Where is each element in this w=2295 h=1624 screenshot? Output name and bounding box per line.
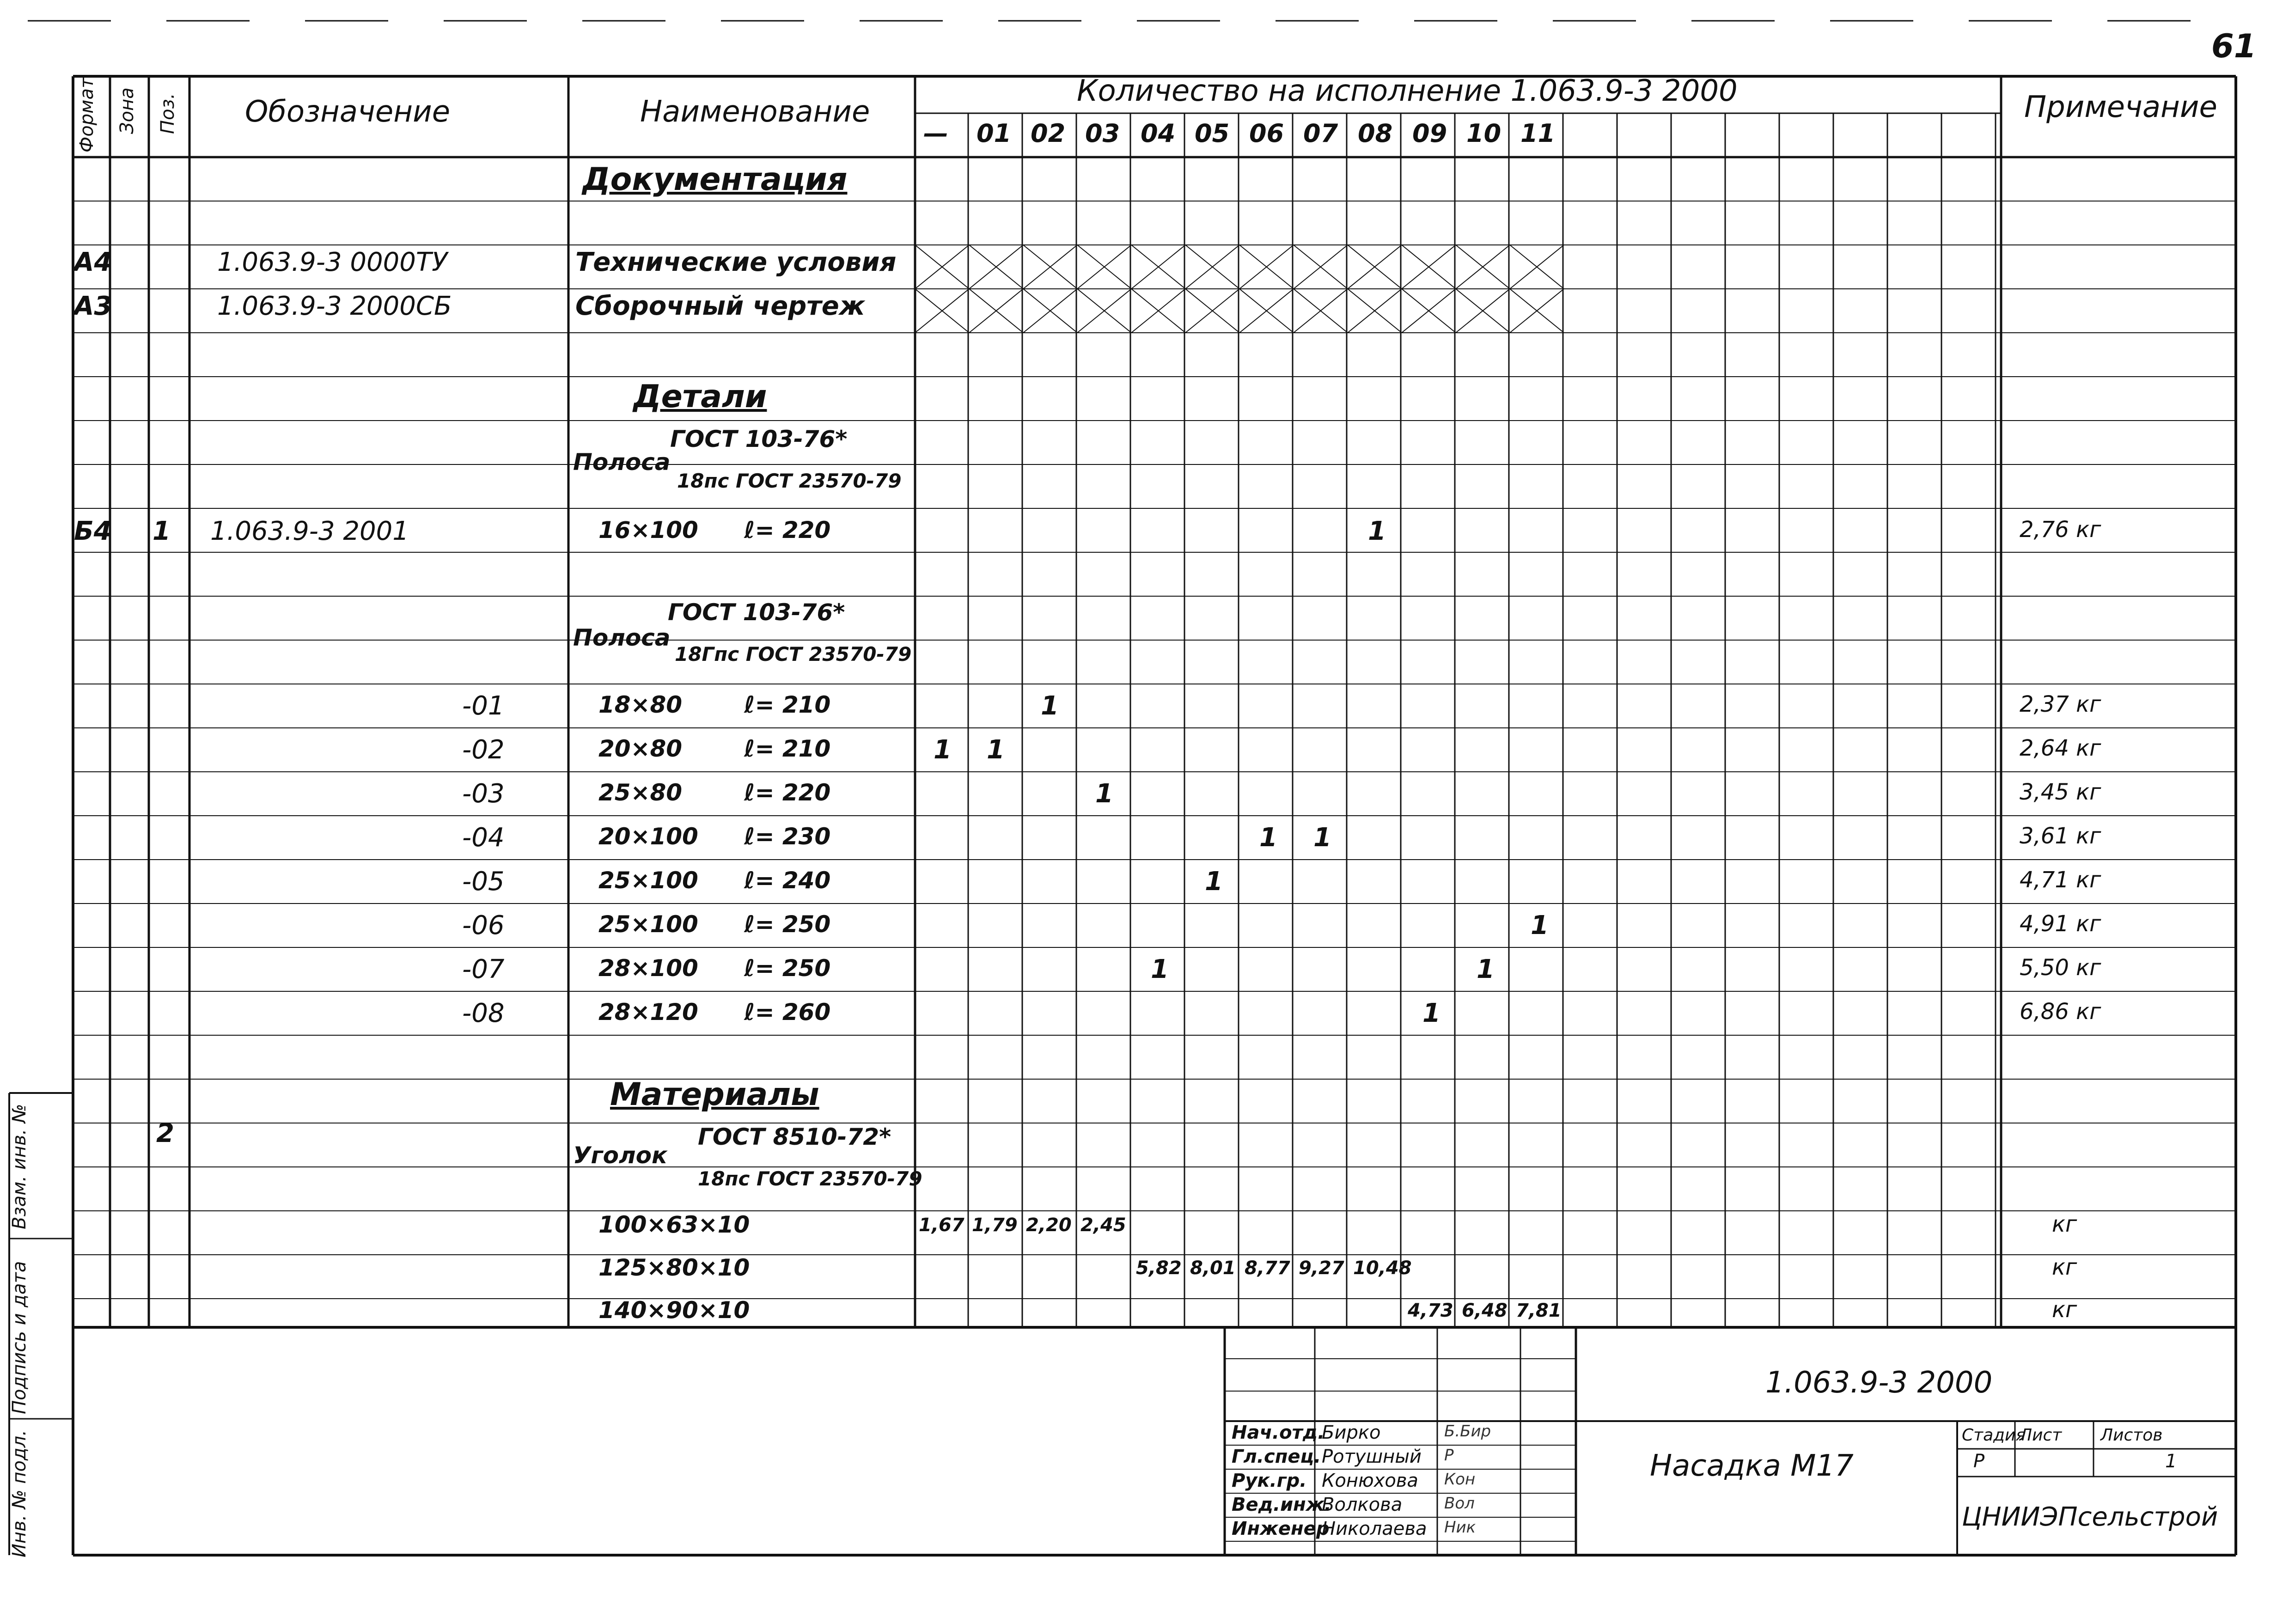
angle-size: 140×90×10 xyxy=(598,1297,750,1324)
part-qty: 1 xyxy=(1313,823,1331,853)
part-length: ℓ= 210 xyxy=(744,691,831,718)
signer-name: Николаева xyxy=(1322,1518,1427,1539)
part-qty: 1 xyxy=(1041,691,1059,721)
part-qty: 1 xyxy=(1259,823,1277,853)
title-name: Насадка М17 xyxy=(1650,1449,1854,1483)
side-stamp-inventory: Инв. № подл. xyxy=(9,1430,30,1557)
part-format: Б4 xyxy=(74,516,112,546)
signer-signature: Б.Бир xyxy=(1444,1422,1491,1441)
side-stamp-replace: Взам. инв. № xyxy=(9,1104,30,1229)
header-quantity: Количество на исполнение 1.063.9-3 2000 xyxy=(1077,74,1738,108)
angle-qty: 4,73 xyxy=(1408,1300,1453,1321)
angle-qty: 9,27 xyxy=(1299,1258,1344,1279)
title-stage-label: Стадия xyxy=(1962,1426,2026,1445)
variant-header: 05 xyxy=(1195,119,1230,148)
sheet-corner-number: 61 xyxy=(2211,27,2257,65)
part-size: 25×100 xyxy=(598,867,698,894)
angle-qty: 2,20 xyxy=(1026,1215,1072,1236)
signer-name: Конюхова xyxy=(1322,1470,1418,1491)
signer-role: Вед.инж. xyxy=(1232,1494,1331,1515)
header-note: Примечание xyxy=(2024,90,2217,124)
header-name: Наименование xyxy=(640,95,870,129)
angle-size: 125×80×10 xyxy=(598,1254,750,1281)
angle-qty: 8,77 xyxy=(1245,1258,1290,1279)
part-designation: 1.063.9-3 2001 xyxy=(210,516,409,546)
angle-qty: 8,01 xyxy=(1190,1258,1236,1279)
part-length: ℓ= 260 xyxy=(744,999,831,1026)
signer-signature: Кон xyxy=(1444,1470,1476,1489)
part-length: ℓ= 220 xyxy=(744,779,831,806)
part-note: 4,91 кг xyxy=(2020,911,2101,937)
doc1-name: Технические условия xyxy=(575,247,897,277)
header-designation: Обозначение xyxy=(245,95,451,129)
header-zone: Зона xyxy=(116,87,138,134)
signer-signature: Вол xyxy=(1444,1494,1475,1513)
side-stamp-signature: Подпись и дата xyxy=(9,1261,30,1414)
part-note: 5,50 кг xyxy=(2020,955,2101,981)
signer-signature: Ник xyxy=(1444,1518,1476,1537)
part-designation: -01 xyxy=(462,691,505,721)
signer-name: Ротушный xyxy=(1322,1446,1422,1467)
doc2-name: Сборочный чертеж xyxy=(575,291,865,321)
part-length: ℓ= 230 xyxy=(744,823,831,850)
part-qty: 1 xyxy=(1422,998,1440,1028)
angle-qty: 1,79 xyxy=(972,1215,1018,1236)
part-designation: -07 xyxy=(462,954,505,984)
title-doc-number: 1.063.9-3 2000 xyxy=(1765,1366,1993,1400)
variant-header: 06 xyxy=(1249,119,1284,148)
signer-role: Рук.гр. xyxy=(1232,1470,1307,1491)
variant-header: — xyxy=(923,119,948,148)
part-size: 28×120 xyxy=(598,999,698,1026)
variant-header: 11 xyxy=(1520,119,1556,148)
part-size: 20×80 xyxy=(598,735,683,762)
angle-note: кг xyxy=(2052,1254,2077,1280)
part-qty: 1 xyxy=(1151,954,1169,984)
header-pos: Поз. xyxy=(157,93,178,134)
variant-header: 07 xyxy=(1303,119,1338,148)
angle-note: кг xyxy=(2052,1297,2077,1323)
part-designation: -04 xyxy=(462,823,505,853)
strip2-standard: ГОСТ 103-76* xyxy=(668,599,845,626)
angle-material: 18пс ГОСТ 23570-79 xyxy=(698,1167,922,1190)
part-length: ℓ= 240 xyxy=(744,867,831,894)
variant-header: 09 xyxy=(1412,119,1447,148)
section-parts: Детали xyxy=(633,379,767,415)
part-qty: 1 xyxy=(1531,910,1549,940)
part-designation: -03 xyxy=(462,779,505,809)
variant-header: 03 xyxy=(1085,119,1120,148)
part-size: 28×100 xyxy=(598,955,698,982)
variant-header: 04 xyxy=(1141,119,1176,148)
variant-header: 01 xyxy=(977,119,1012,148)
section-materials: Материалы xyxy=(610,1076,819,1113)
angle-qty: 1,67 xyxy=(919,1215,964,1236)
strip2-material: 18Гпс ГОСТ 23570-79 xyxy=(675,643,912,665)
part-length: ℓ= 210 xyxy=(744,735,831,762)
variant-header: 10 xyxy=(1466,119,1502,148)
angle-pos: 2 xyxy=(156,1118,174,1148)
part-qty: 1 xyxy=(987,735,1005,765)
strip2-label: Полоса xyxy=(573,624,671,651)
part-length: ℓ= 250 xyxy=(744,955,831,982)
signer-role: Гл.спец. xyxy=(1232,1446,1321,1467)
title-stage: Р xyxy=(1973,1451,1985,1472)
signer-signature: Р xyxy=(1444,1446,1454,1465)
angle-qty: 5,82 xyxy=(1136,1258,1182,1279)
part-note: 2,37 кг xyxy=(2020,691,2101,717)
part-pos: 1 xyxy=(153,516,171,546)
part-qty: 1 xyxy=(1477,954,1495,984)
part-size: 25×100 xyxy=(598,911,698,938)
signer-name: Волкова xyxy=(1322,1494,1403,1515)
angle-label: Уголок xyxy=(573,1142,667,1169)
part-note: 6,86 кг xyxy=(2020,999,2101,1025)
angle-note: кг xyxy=(2052,1211,2077,1237)
part-note: 3,61 кг xyxy=(2020,823,2101,849)
angle-qty: 7,81 xyxy=(1516,1300,1562,1321)
variant-header: 08 xyxy=(1358,119,1393,148)
angle-qty: 2,45 xyxy=(1080,1215,1126,1236)
part-designation: -05 xyxy=(462,867,505,897)
angle-size: 100×63×10 xyxy=(598,1211,750,1238)
strip1-standard: ГОСТ 103-76* xyxy=(670,426,848,452)
part-designation: -06 xyxy=(462,910,505,940)
doc1-designation: 1.063.9-3 0000ТУ xyxy=(217,247,448,277)
header-format: Формат xyxy=(76,77,98,153)
angle-qty: 10,48 xyxy=(1353,1258,1412,1279)
section-documentation: Документация xyxy=(582,161,848,198)
title-organization: ЦНИИЭПсельстрой xyxy=(1962,1502,2218,1532)
signer-role: Инженер xyxy=(1232,1518,1330,1539)
part-qty: 1 xyxy=(934,735,952,765)
part-designation: -08 xyxy=(462,998,505,1028)
title-sheets-label: Листов xyxy=(2100,1426,2163,1445)
title-sheet-label: Лист xyxy=(2020,1426,2062,1445)
part-length: ℓ= 220 xyxy=(744,517,831,543)
part-size: 16×100 xyxy=(598,517,698,543)
part-size: 20×100 xyxy=(598,823,698,850)
part-designation: -02 xyxy=(462,735,505,765)
variant-header: 02 xyxy=(1031,119,1066,148)
doc2-format: А3 xyxy=(74,291,112,321)
part-note: 2,76 кг xyxy=(2020,517,2101,543)
part-length: ℓ= 250 xyxy=(744,911,831,938)
part-qty: 1 xyxy=(1095,779,1113,809)
strip1-material: 18пс ГОСТ 23570-79 xyxy=(677,470,902,492)
strip1-label: Полоса xyxy=(573,449,671,476)
part-size: 25×80 xyxy=(598,779,683,806)
part-note: 4,71 кг xyxy=(2020,867,2101,893)
title-sheets: 1 xyxy=(2165,1451,2177,1472)
angle-qty: 6,48 xyxy=(1462,1300,1508,1321)
part-note: 3,45 кг xyxy=(2020,779,2101,805)
doc1-format: А4 xyxy=(74,247,112,277)
part-note: 2,64 кг xyxy=(2020,735,2101,761)
part-size: 18×80 xyxy=(598,691,683,718)
doc2-designation: 1.063.9-3 2000СБ xyxy=(217,291,452,321)
signer-name: Бирко xyxy=(1322,1422,1381,1443)
angle-standard: ГОСТ 8510-72* xyxy=(698,1123,891,1150)
part-qty: 1 xyxy=(1368,516,1386,546)
signer-role: Нач.отд. xyxy=(1232,1422,1325,1443)
part-qty: 1 xyxy=(1205,867,1223,897)
